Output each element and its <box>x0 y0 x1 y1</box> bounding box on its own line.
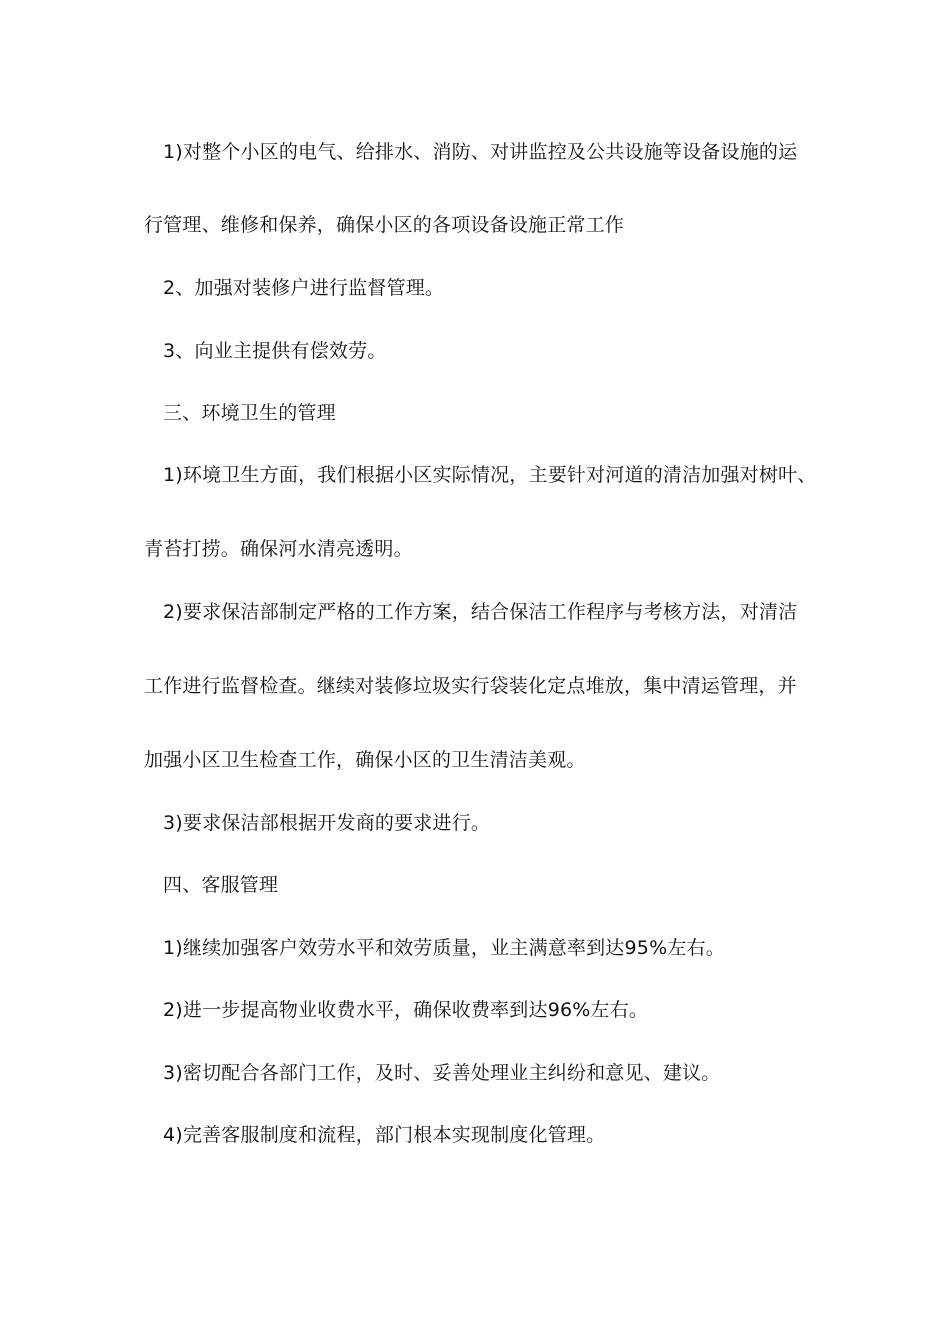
paragraph-9: 3)密切配合各部门工作，及时、妥善处理业主纠纷和意见、建议。 <box>163 1062 721 1084</box>
paragraph-2: 2、加强对装修户进行监督管理。 <box>163 277 445 299</box>
paragraph-7: 1)继续加强客户效劳水平和效劳质量，业主满意率到达95%左右。 <box>163 937 725 959</box>
paragraph-5-line-3: 加强小区卫生检查工作，确保小区的卫生清洁美观。 <box>144 749 586 771</box>
paragraph-6: 3)要求保洁部根据开发商的要求进行。 <box>163 812 491 834</box>
paragraph-4-line-2: 青苔打捞。确保河水清亮透明。 <box>144 538 413 560</box>
paragraph-1-line-1: 1)对整个小区的电气、给排水、消防、对讲监控及公共设施等设备设施的运 <box>163 141 798 163</box>
section-heading-customer-service: 四、客服管理 <box>163 874 279 896</box>
paragraph-5-line-1: 2)要求保洁部制定严格的工作方案，结合保洁工作程序与考核方法，对清洁 <box>163 601 798 623</box>
paragraph-5-line-2: 工作进行监督检查。继续对装修垃圾实行袋装化定点堆放，集中清运管理，并 <box>144 675 797 697</box>
paragraph-8: 2)进一步提高物业收费水平，确保收费率到达96%左右。 <box>163 999 649 1021</box>
paragraph-1-line-2: 行管理、维修和保养，确保小区的各项设备设施正常工作 <box>144 214 625 236</box>
paragraph-10: 4)完善客服制度和流程，部门根本实现制度化管理。 <box>163 1124 606 1146</box>
paragraph-4-line-1: 1)环境卫生方面，我们根据小区实际情况，主要针对河道的清洁加强对树叶、 <box>163 464 817 486</box>
section-heading-environment: 三、环境卫生的管理 <box>163 402 336 424</box>
paragraph-3: 3、向业主提供有偿效劳。 <box>163 340 387 362</box>
